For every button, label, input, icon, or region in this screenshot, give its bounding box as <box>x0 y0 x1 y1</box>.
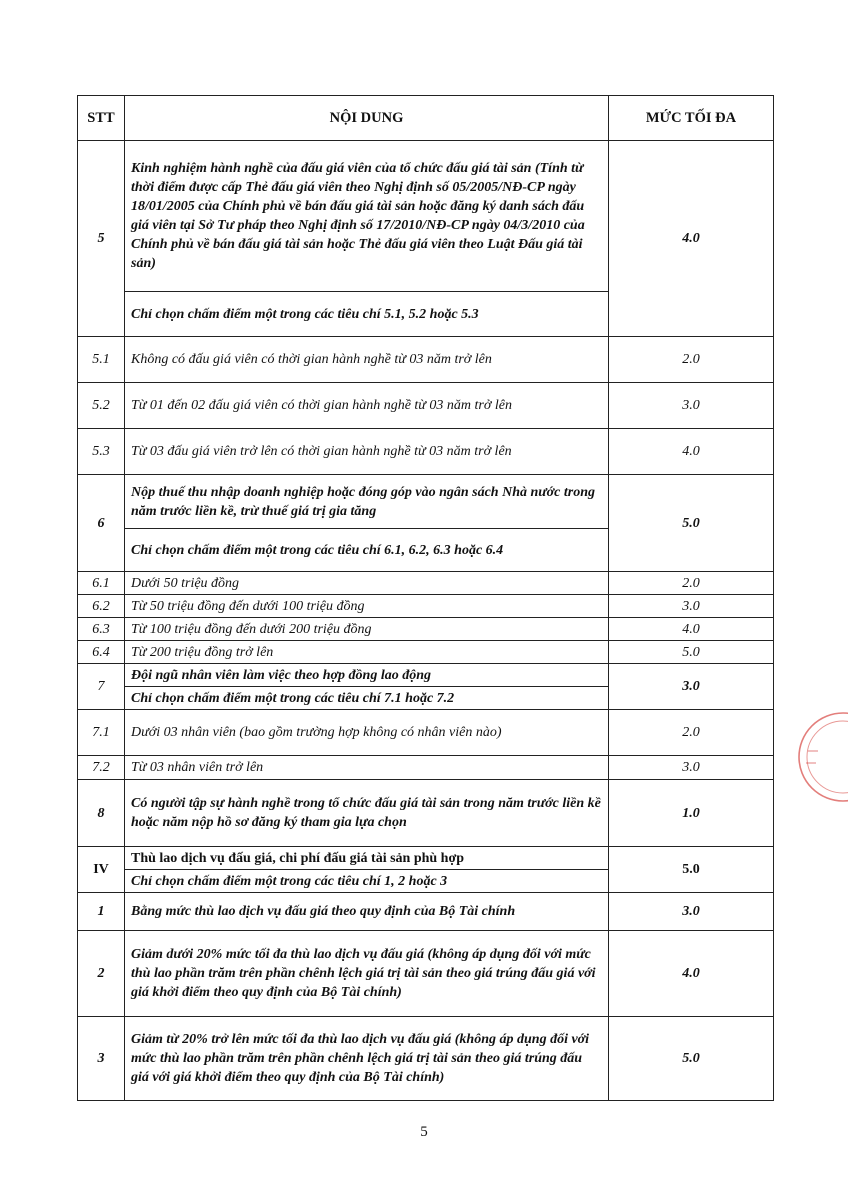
row-stt: 7.1 <box>78 710 125 756</box>
row-title: Nộp thuế thu nhập doanh nghiệp hoặc đóng góp vào ngân sách Nhà nước trong năm trước liền kề, trừ thuế giá trị gia tăng <box>125 475 609 529</box>
row-value: 4.0 <box>609 141 774 337</box>
table-row <box>78 618 774 641</box>
table-row <box>78 595 774 618</box>
table-header-row <box>78 96 774 141</box>
row-title: Có người tập sự hành nghề trong tổ chức đấu giá tài sản trong năm trước liền kề hoặc năm nộp hồ sơ đăng ký tham gia lựa chọn <box>125 780 609 847</box>
row-stt: 2 <box>78 931 125 1017</box>
row-stt: 6 <box>78 475 125 572</box>
row-stt: 5.1 <box>78 337 125 383</box>
row-value: 2.0 <box>609 572 774 595</box>
row-title: Thù lao dịch vụ đấu giá, chi phí đấu giá tài sản phù hợp <box>125 847 609 870</box>
row-text: Dưới 03 nhân viên (bao gồm trường hợp không có nhân viên nào) <box>125 710 609 756</box>
row-note: Chỉ chọn chấm điểm một trong các tiêu chí 7.1 hoặc 7.2 <box>125 687 609 710</box>
row-stt: IV <box>78 847 125 893</box>
header-stt: STT <box>78 96 125 141</box>
table-row <box>78 641 774 664</box>
row-value: 2.0 <box>609 337 774 383</box>
row-note: Chỉ chọn chấm điểm một trong các tiêu chí 6.1, 6.2, 6.3 hoặc 6.4 <box>125 529 609 572</box>
table-row <box>78 710 774 756</box>
table-row <box>78 337 774 383</box>
table-row <box>78 756 774 780</box>
row-value: 3.0 <box>609 383 774 429</box>
row-value: 3.0 <box>609 595 774 618</box>
row-stt: 5.3 <box>78 429 125 475</box>
table-row <box>78 475 774 529</box>
table-row <box>78 1017 774 1101</box>
table-row <box>78 572 774 595</box>
row-text: Từ 50 triệu đồng đến dưới 100 triệu đồng <box>125 595 609 618</box>
seal-stamp-icon <box>788 705 848 810</box>
table-row <box>78 383 774 429</box>
row-stt: 5.2 <box>78 383 125 429</box>
row-text: Giảm từ 20% trở lên mức tối đa thù lao dịch vụ đấu giá (không áp dụng đối với mức thù lao phần trăm trên phần chênh lệch giá trị tài sản theo giá trúng đấu giá với giá khởi điểm theo quy định của Bộ Tài chính) <box>125 1017 609 1101</box>
row-value: 5.0 <box>609 1017 774 1101</box>
row-value: 4.0 <box>609 429 774 475</box>
row-stt: 7.2 <box>78 756 125 780</box>
table-row <box>78 664 774 687</box>
table-row <box>78 931 774 1017</box>
row-note: Chỉ chọn chấm điểm một trong các tiêu chí 5.1, 5.2 hoặc 5.3 <box>125 292 609 337</box>
row-text: Dưới 50 triệu đồng <box>125 572 609 595</box>
row-stt: 6.1 <box>78 572 125 595</box>
page-number: 5 <box>420 1124 428 1140</box>
row-stt: 5 <box>78 141 125 337</box>
row-title: Đội ngũ nhân viên làm việc theo hợp đồng lao động <box>125 664 609 687</box>
row-stt: 7 <box>78 664 125 710</box>
row-stt: 1 <box>78 893 125 931</box>
header-content: NỘI DUNG <box>125 96 609 141</box>
header-max: MỨC TỐI ĐA <box>609 96 774 141</box>
row-value: 4.0 <box>609 931 774 1017</box>
row-value: 2.0 <box>609 710 774 756</box>
row-value: 5.0 <box>609 847 774 893</box>
row-value: 5.0 <box>609 475 774 572</box>
row-title: Kinh nghiệm hành nghề của đấu giá viên của tổ chức đấu giá tài sản (Tính từ thời điểm được cấp Thẻ đấu giá viên theo Nghị định số 05/2005/NĐ-CP ngày 18/01/2005 của Chính phủ về bán đấu giá tài sản hoặc đăng ký danh sách đấu giá viên tại Sở Tư pháp theo Nghị định số 17/2010/NĐ-CP ngày 04/3/2010 của Chính phủ về bán đấu giá tài sản hoặc Thẻ đấu giá viên theo Luật Đấu giá tài sản) <box>125 141 609 292</box>
table-row <box>78 847 774 870</box>
row-value: 3.0 <box>609 893 774 931</box>
row-text: Từ 100 triệu đồng đến dưới 200 triệu đồng <box>125 618 609 641</box>
row-stt: 3 <box>78 1017 125 1101</box>
row-text: Từ 03 nhân viên trở lên <box>125 756 609 780</box>
row-text: Giảm dưới 20% mức tối đa thù lao dịch vụ đấu giá (không áp dụng đối với mức thù lao phần trăm trên phần chênh lệch giá trị tài sản theo giá trúng đấu giá với giá khởi điểm theo quy định của Bộ Tài chính) <box>125 931 609 1017</box>
row-text: Từ 01 đến 02 đấu giá viên có thời gian hành nghề từ 03 năm trở lên <box>125 383 609 429</box>
table-row <box>78 429 774 475</box>
row-value: 3.0 <box>609 664 774 710</box>
row-value: 1.0 <box>609 780 774 847</box>
criteria-table <box>77 95 774 1101</box>
row-value: 5.0 <box>609 641 774 664</box>
row-value: 3.0 <box>609 756 774 780</box>
row-text: Bằng mức thù lao dịch vụ đấu giá theo quy định của Bộ Tài chính <box>125 893 609 931</box>
table-row <box>78 893 774 931</box>
table-row <box>78 780 774 847</box>
row-text: Từ 200 triệu đồng trở lên <box>125 641 609 664</box>
row-stt: 6.4 <box>78 641 125 664</box>
row-stt: 8 <box>78 780 125 847</box>
row-value: 4.0 <box>609 618 774 641</box>
row-text: Không có đấu giá viên có thời gian hành nghề từ 03 năm trở lên <box>125 337 609 383</box>
row-note: Chỉ chọn chấm điểm một trong các tiêu chí 1, 2 hoặc 3 <box>125 870 609 893</box>
row-text: Từ 03 đấu giá viên trở lên có thời gian hành nghề từ 03 năm trở lên <box>125 429 609 475</box>
row-stt: 6.2 <box>78 595 125 618</box>
row-stt: 6.3 <box>78 618 125 641</box>
table-row <box>78 141 774 292</box>
